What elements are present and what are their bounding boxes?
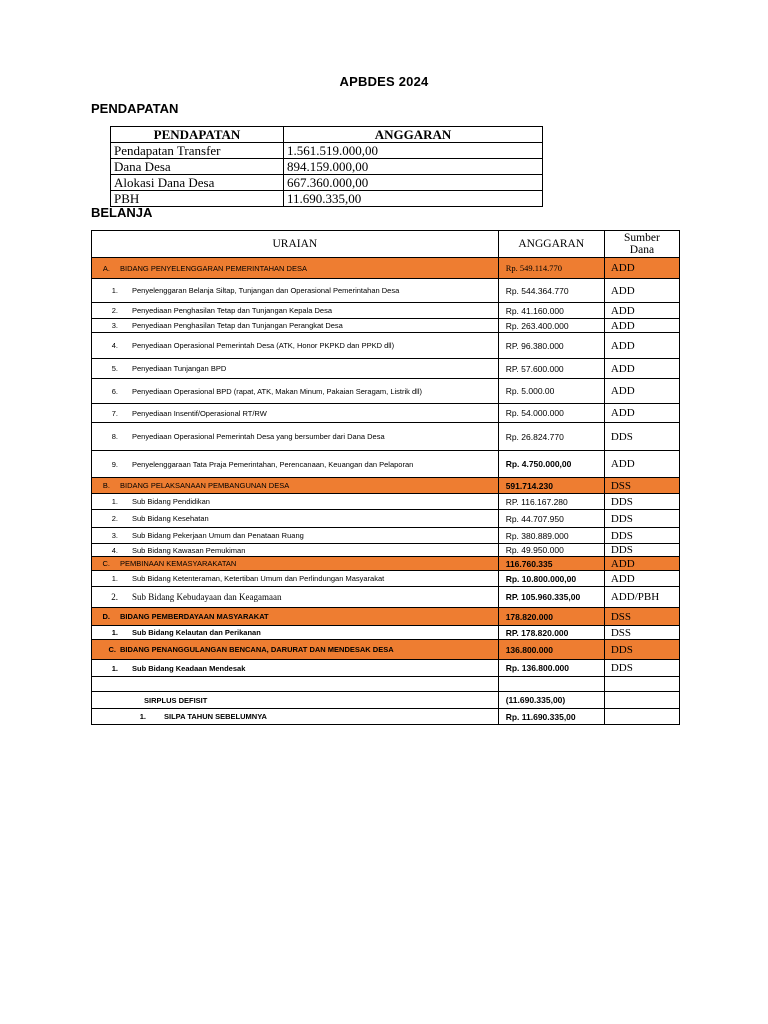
table-row — [92, 494, 680, 510]
pendapatan-label: Pendapatan Transfer — [111, 143, 284, 159]
anggaran-cell: 591.714.230 — [498, 478, 604, 494]
sumber-dana-cell: DDS — [604, 660, 679, 677]
anggaran-cell: Rp. 49.950.000 — [498, 544, 604, 557]
row-description: SIRPLUS DEFISIT — [144, 695, 208, 705]
uraian-cell — [92, 677, 499, 692]
uraian-cell — [92, 333, 499, 359]
row-description: Penyediaan Operasional Pemerintah Desa yang bersumber dari Dana Desa — [132, 432, 385, 441]
uraian-cell — [92, 404, 499, 423]
belanja-header-row — [92, 231, 680, 258]
table-row — [111, 191, 543, 207]
uraian-cell — [92, 626, 499, 640]
row-number: A. — [102, 263, 110, 273]
sumber-dana-cell: ADD — [604, 571, 679, 587]
row-number: C. — [108, 645, 116, 654]
sumber-dana-cell: DDS — [604, 494, 679, 510]
belanja-table — [91, 230, 680, 725]
anggaran-cell: Rp. 41.160.000 — [498, 303, 604, 319]
row-description: Sub Bidang Kelautan dan Perikanan — [132, 628, 261, 637]
table-row — [92, 709, 680, 725]
section-row — [92, 640, 680, 660]
table-row — [111, 159, 543, 175]
row-description: Penyediaan Operasional BPD (rapat, ATK, Makan Minum, Pakaian Seragam, Listrik dll) — [132, 386, 422, 396]
row-number: 1. — [111, 663, 118, 673]
row-number: 1. — [139, 712, 146, 721]
uraian-cell — [92, 557, 499, 571]
table-row — [92, 544, 680, 557]
table-row — [92, 677, 680, 692]
anggaran-cell: 178.820.000 — [498, 608, 604, 626]
table-row — [92, 571, 680, 587]
anggaran-cell: Rp. 263.400.000 — [498, 319, 604, 333]
pendapatan-heading: PENDAPATAN — [91, 101, 179, 116]
row-number: 2. — [111, 514, 118, 523]
row-description: Sub Bidang Pekerjaan Umum dan Penataan Ruang — [132, 531, 304, 540]
row-description: Penyediaan Insentif/Operasional RT/RW — [132, 408, 267, 418]
anggaran-cell: Rp. 26.824.770 — [498, 423, 604, 451]
anggaran-cell: Rp. 54.000.000 — [498, 404, 604, 423]
sumber-dana-cell: ADD — [604, 258, 679, 279]
table-row — [92, 587, 680, 608]
sumber-dana-cell: DDS — [604, 544, 679, 557]
uraian-cell — [92, 478, 499, 494]
row-description: BIDANG PENYELENGGARAN PEMERINTAHAN DESA — [120, 263, 307, 273]
row-number: 9. — [111, 459, 118, 469]
anggaran-cell: 116.760.335 — [498, 557, 604, 571]
row-number: 7. — [111, 408, 118, 418]
row-description: Sub Bidang Keadaan Mendesak — [132, 663, 246, 673]
document-title: APBDES 2024 — [339, 74, 429, 89]
pendapatan-header-anggaran: ANGGARAN — [284, 127, 543, 143]
uraian-cell — [92, 359, 499, 379]
sumber-dana-cell: ADD — [604, 319, 679, 333]
row-description: BIDANG PEMBERDAYAAN MASYARAKAT — [120, 612, 269, 621]
row-description: Penyelenggaraan Tata Praja Pemerintahan, Perencanaan, Keuangan dan Pelaporan — [132, 459, 414, 469]
sumber-dana-cell: ADD — [604, 359, 679, 379]
table-row — [92, 303, 680, 319]
anggaran-cell — [498, 677, 604, 692]
uraian-cell — [92, 279, 499, 303]
sumber-dana-cell: ADD — [604, 303, 679, 319]
row-number: 2. — [111, 591, 118, 602]
sumber-dana-cell: ADD — [604, 279, 679, 303]
table-row — [111, 175, 543, 191]
table-row — [111, 143, 543, 159]
row-description: Penyediaan Penghasilan Tetap dan Tunjangan Kepala Desa — [132, 306, 333, 315]
belanja-body — [92, 258, 680, 725]
uraian-cell — [92, 510, 499, 528]
pendapatan-table — [110, 126, 543, 207]
row-description: Penyediaan Penghasilan Tetap dan Tunjangan Perangkat Desa — [132, 321, 343, 330]
row-description: PEMBINAAN KEMASYARAKATAN — [120, 559, 237, 568]
table-row — [92, 660, 680, 677]
sumber-dana-cell: DDS — [604, 423, 679, 451]
anggaran-cell: RP. 96.380.000 — [498, 333, 604, 359]
table-row — [92, 626, 680, 640]
belanja-header-sumber — [604, 231, 679, 258]
table-row — [92, 451, 680, 478]
uraian-cell — [92, 709, 499, 725]
belanja-heading: BELANJA — [91, 205, 153, 220]
uraian-cell — [92, 451, 499, 478]
uraian-cell — [92, 423, 499, 451]
belanja-header-sumber-line2: Dana — [629, 244, 655, 256]
anggaran-cell: RP. 178.820.000 — [498, 626, 604, 640]
sumber-dana-cell: ADD — [604, 379, 679, 404]
uraian-cell — [92, 258, 499, 279]
anggaran-cell: Rp. 10.800.000,00 — [498, 571, 604, 587]
sumber-dana-cell: DSS — [604, 478, 679, 494]
uraian-cell — [92, 660, 499, 677]
uraian-cell — [92, 528, 499, 544]
pendapatan-header-label: PENDAPATAN — [111, 127, 284, 143]
row-description: Sub Bidang Kebudayaan dan Keagamaan — [132, 591, 282, 602]
section-row — [92, 608, 680, 626]
pendapatan-value: 1.561.519.000,00 — [284, 143, 543, 159]
sumber-dana-cell: DSS — [604, 608, 679, 626]
row-description: Penyediaan Tunjangan BPD — [132, 364, 227, 373]
row-number: 1. — [111, 497, 118, 506]
row-description: BIDANG PELAKSANAAN PEMBANGUNAN DESA — [120, 481, 290, 490]
anggaran-cell: RP. 116.167.280 — [498, 494, 604, 510]
anggaran-cell: Rp. 11.690.335,00 — [498, 709, 604, 725]
table-row — [92, 528, 680, 544]
table-row — [92, 359, 680, 379]
table-row — [92, 692, 680, 709]
row-description: Sub Bidang Kawasan Pemukiman — [132, 545, 246, 555]
anggaran-cell: Rp. 44.707.950 — [498, 510, 604, 528]
row-description: SILPA TAHUN SEBELUMNYA — [164, 712, 267, 721]
row-number: D. — [102, 612, 110, 621]
table-row — [92, 319, 680, 333]
pendapatan-value: 894.159.000,00 — [284, 159, 543, 175]
uraian-cell — [92, 494, 499, 510]
pendapatan-label: Alokasi Dana Desa — [111, 175, 284, 191]
row-description: BIDANG PENANGGULANGAN BENCANA, DARURAT DAN MENDESAK DESA — [120, 645, 394, 654]
row-number: 1. — [111, 574, 118, 583]
sumber-dana-cell: DSS — [604, 626, 679, 640]
row-number: 5. — [111, 364, 118, 373]
sumber-dana-cell: ADD/PBH — [604, 587, 679, 608]
anggaran-cell: Rp. 544.364.770 — [498, 279, 604, 303]
uraian-cell — [92, 692, 499, 709]
table-row — [92, 510, 680, 528]
table-row — [92, 333, 680, 359]
row-number: 2. — [111, 306, 118, 315]
anggaran-cell: Rp. 380.889.000 — [498, 528, 604, 544]
uraian-cell — [92, 303, 499, 319]
row-number: C. — [102, 559, 110, 568]
belanja-header-uraian: URAIAN — [92, 231, 499, 258]
row-number: 4. — [111, 545, 118, 555]
row-description: Sub Bidang Kesehatan — [132, 514, 209, 523]
pendapatan-value: 11.690.335,00 — [284, 191, 543, 207]
pendapatan-header-row — [111, 127, 543, 143]
uraian-cell — [92, 640, 499, 660]
table-row — [92, 423, 680, 451]
row-number: 8. — [111, 432, 118, 441]
row-number: B. — [102, 481, 110, 490]
sumber-dana-cell: ADD — [604, 557, 679, 571]
pendapatan-value: 667.360.000,00 — [284, 175, 543, 191]
anggaran-cell: Rp. 549.114.770 — [498, 258, 604, 279]
row-description: Sub Bidang Pendidikan — [132, 497, 210, 506]
sumber-dana-cell: DDS — [604, 510, 679, 528]
anggaran-cell: RP. 57.600.000 — [498, 359, 604, 379]
table-row — [92, 379, 680, 404]
section-row — [92, 478, 680, 494]
uraian-cell — [92, 379, 499, 404]
uraian-cell — [92, 587, 499, 608]
uraian-cell — [92, 571, 499, 587]
anggaran-cell: Rp. 4.750.000,00 — [498, 451, 604, 478]
uraian-cell — [92, 544, 499, 557]
sumber-dana-cell — [604, 692, 679, 709]
table-row — [92, 404, 680, 423]
sumber-dana-cell — [604, 709, 679, 725]
row-number: 1. — [111, 628, 118, 637]
anggaran-cell: (11.690.335,00) — [498, 692, 604, 709]
row-number: 3. — [111, 531, 118, 540]
row-number: 6. — [111, 386, 118, 396]
row-description: Sub Bidang Ketenteraman, Ketertiban Umum dan Perlindungan Masyarakat — [132, 574, 385, 583]
pendapatan-label: Dana Desa — [111, 159, 284, 175]
section-row — [92, 258, 680, 279]
anggaran-cell: Rp. 136.800.000 — [498, 660, 604, 677]
row-number: 1. — [111, 286, 118, 295]
sumber-dana-cell: ADD — [604, 333, 679, 359]
belanja-header-sumber-line1: Sumber — [624, 232, 660, 244]
sumber-dana-cell: ADD — [604, 451, 679, 478]
anggaran-cell: 136.800.000 — [498, 640, 604, 660]
anggaran-cell: Rp. 5.000.00 — [498, 379, 604, 404]
row-number: 3. — [111, 321, 118, 330]
uraian-cell — [92, 608, 499, 626]
sumber-dana-cell: DDS — [604, 528, 679, 544]
table-row — [92, 279, 680, 303]
uraian-cell — [92, 319, 499, 333]
row-description: Penyediaan Operasional Pemerintah Desa (ATK, Honor PKPKD dan PPKD dll) — [132, 341, 395, 350]
sumber-dana-cell — [604, 677, 679, 692]
belanja-header-anggaran: ANGGARAN — [498, 231, 604, 258]
sumber-dana-cell: ADD — [604, 404, 679, 423]
sumber-dana-cell: DDS — [604, 640, 679, 660]
section-row — [92, 557, 680, 571]
anggaran-cell: RP. 105.960.335,00 — [498, 587, 604, 608]
row-number: 4. — [111, 341, 118, 350]
pendapatan-label: PBH — [111, 191, 284, 207]
row-description: Penyelenggaran Belanja Siltap, Tunjangan dan Operasional Pemerintahan Desa — [132, 286, 400, 295]
